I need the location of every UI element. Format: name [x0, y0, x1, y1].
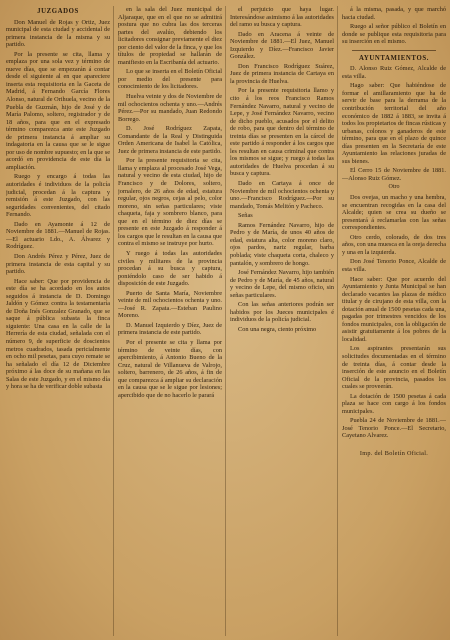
notice-paragraph: á la misma, pasada, y que marchó hacia ciudad. [342, 6, 446, 21]
notice-paragraph: Con las señas anteriores podrán ser habidos por los Jueces municipales é individuos de la policía judicial. [230, 301, 334, 324]
column-4 [342, 6, 446, 636]
column-3 [230, 6, 338, 636]
notice-paragraph: Hace saber: Que por acuerdo del Ayuntamiento y Junta Municipal se han declarado vacantes las plazas de médico titular y de cirujano de esta villa, con la dotación anual de 1500 pesetas cada una, pagadas por trimestres vencidos de los fondos municipales, con la obligación de asistir gratuitamente á los pobres de la localidad. [342, 275, 446, 343]
notice-paragraph: Señas [238, 212, 253, 220]
notice-paragraph: Por la presente se cita, llama y emplaza por una sola vez y término de nueve días, que se empezarán á contar desde el siguiente al en que apareciere inserta esta requisitoria en la Gaceta de Madrid, á Fernando García Flores Alonso, natural de Orihuela, vecino de la Puebla de Guzmán, hijo de José y de María Palomo, soltero, registrador y de 18 años, para que en el expresado término comparezca ante este Juzgado de primera instancia á ampliar su indagatoria en la causa que se le sigue por uso de nombre supuesto; en la que se acordó en providencia de este día la ampliación. [6, 50, 110, 171]
section-heading-juzgados: JUZGADOS [37, 8, 79, 15]
notice-paragraph: Huelva veinte y dos de Noviembre de mil ochocientos ochenta y uno.—Andrés Pérez.—Por su mandado, Juan Redondo Borrego. [118, 93, 222, 123]
notice-paragraph: el perjuicio que haya lugar. Interesándose asimismo á las autoridades del ramo su busca y captura. [230, 6, 334, 29]
notice-paragraph: Ruego y encargo á todas las autoridades é individuos de la policía judicial, procedan á la captura y remisión á este Juzgado, con las seguridades convenientes, del citado Fernando. [6, 173, 110, 219]
column-2 [118, 6, 226, 636]
notice-paragraph: Por la presente requisitoria llamo y cito á los reos Francisco Ramos Fernández Navarro, natural y vecino de Lepe, y José Fernández Navarro, vecino de dicho pueblo, acusados por el delito de robo, para que dentro del término de treinta días se presenten en la cárcel de este partido á responder á los cargos que les resultan en causa criminal que contra los mismos se sigue; y ruego á todas las autoridades de Huelva procedan á su busca y captura. [230, 87, 334, 178]
notice-paragraph: Hago saber: Que habiéndose de formar el amillaramiento que ha de servir de base para la derrama de la contribución territorial del año económico de 1882 á 1883, se invita á todos los propietarios de fincas rústicas y urbanas, colonos y ganaderos de este término, para que en el plazo de quince días presenten en la Secretaría de este Ayuntamiento las relaciones juradas de sus bienes. [342, 82, 446, 165]
notice-paragraph: Lo que se inserta en el Boletín Oficial por medio del presente para conocimiento de los licitadores. [118, 68, 222, 91]
notice-paragraph: D. José Rodríguez Zapata, Comandante de la Real y Distinguida Orden Americana de Isabel la Católica, Juez de primera instancia de este partido. [118, 125, 222, 155]
notice-paragraph: Puebla 24 de Noviembre de 1881.—José Tenorio Ponce.—El Secretario, Cayetano Alvarez. [342, 417, 446, 440]
notice-paragraph: Por el presente se cita y llama por término de veinte días, con apercibimiento, á Antonio Bueno de la Cruz, natural de Villanueva de Valrojo, soltero, barrenero, de 26 años, á fin de que comparezca á ampliar su declaración en la causa que se le sigue por lesiones; apercibido que de no hacerlo le parará [118, 338, 222, 399]
notice-paragraph: José Fernández Navarro, hijo también de Pedro y de María, de 45 años, natural y vecino de Lepe, del mismo oficio, sin señas particulares. [230, 269, 334, 299]
divider-rule [352, 50, 436, 51]
notice-paragraph: Por la presente requisitoria se cita, llama y emplaza al procesado José Vega, natural y vecino de esta ciudad, hijo de Francisco y de Dolores, soltero, jornalero, de 26 años de edad, estatura regular, ojos negros, cejas al pelo, color moreno, sin señas particulares; viste chaqueta, faja y sombrero blanco, para que en el término de diez días se presente en este Juzgado á responder á los cargos que le resultan en la causa que contra el mismo se instruye por hurto. [118, 157, 222, 248]
notice-paragraph: La dotación de 1500 pesetas á cada plaza se hace con cargo á los fondos municipales. [342, 392, 446, 415]
notice-paragraph: Hace saber: Que por providencia de este día se ha acordado en los autos seguidos á instancia de D. Domingo Jaldón y Gómez contra la testamentaría de Doña Inés Gonzalez Granado, que se saque á pública subasta la finca siguiente: Una casa en la calle de la Herrería de esta ciudad, señalada con el número 9, de superficie de doscientos metros cuadrados, tasada pericialmente en ocho mil pesetas, para cuyo remate se ha señalado el día 12 de Diciembre próximo á las doce de su mañana en las Salas de este Juzgado, y en el mismo día y hora se ha de verificar doble subasta [6, 277, 110, 391]
notice-paragraph: Don Manuel de Rojas y Ortiz, Juez municipal de esta ciudad y accidental de primera instancia de la misma y su partido. [6, 18, 110, 49]
notice-paragraph: El Cerro 15 de Noviembre de 1881.—Alonso Ruiz Gómez. [342, 167, 446, 182]
notice-paragraph: Dado en Ayamonte á 12 de Noviembre de 1881.—Manuel de Rojas.—El actuario Ldo., A. Álvarez y Rodríguez. [6, 220, 110, 251]
notice-paragraph: Dado en Aracena á veinte de Noviembre de 1881.—El Juez, Manuel Izquierdo y Díez.—Francisco Javier González. [230, 30, 334, 61]
notice-paragraph: Otro cerdo, colorado, de dos tres años, con una muesca en la oreja derecha y una en la izquierda. [342, 233, 446, 256]
notice-paragraph: Los aspirantes presentarán sus solicitudes documentadas en el término de treinta días, á contar desde la inserción de este anuncio en el Boletín Oficial de la provincia, pasados los cuales se proveerán. [342, 345, 446, 391]
notice-paragraph: D. Alonso Ruiz Gómez, Alcalde de esta villa. [342, 65, 446, 80]
notice-paragraph: Don Francisco Rodríguez Suárez, Juez de primera instancia de Cartaya en la provincia de Huelva. [230, 62, 334, 85]
notice-paragraph: Don José Tenorio Ponce, Alcalde de esta villa. [342, 258, 446, 273]
column-1 [6, 6, 114, 636]
notice-paragraph: Don Andrés Pérez y Pérez, Juez de primera instancia de esta capital y su partido. [6, 252, 110, 276]
columns [6, 6, 446, 636]
notice-paragraph: Y ruego á todas las autoridades civiles y militares de la provincia procedan á su busca y captura, poniéndolo caso de ser habido á disposición de este Juzgado. [118, 249, 222, 288]
subheading-otro: Otro [388, 184, 400, 191]
printer-imprint: Imp. del Boletín Oficial. [359, 449, 429, 457]
section-heading-ayuntamientos: AYUNTAMIENTOS. [358, 54, 430, 62]
notice-paragraph: Dos ovejas, un macho y una hembra, se encuentran recogidas en la casa del Alcalde; quien se crea su dueño se presentará á reclamarlas con las señas correspondientes. [342, 194, 446, 232]
notice-paragraph: Puerto de Santa María, Noviembre veinte de mil ochocientos ochenta y uno.—José R. Zapata.—Esteban Paulino Moreno. [118, 289, 222, 320]
notice-paragraph: Ruego al señor público el Boletín en donde se publique esta requisitoria para su inserción en el mismo. [342, 23, 446, 46]
notice-paragraph: Ramos Fernández Navarro, hijo de Pedro y de María, de unos 40 años de edad, estatura alta, color moreno claro, ojos pardos, nariz regular, barba poblada; viste chaqueta corta, chaleco y pantalón, y sombrero de hongo. [230, 221, 334, 267]
notice-paragraph: en la sala del Juez municipal de Aljaraque, que en el que no se admitirá postura que no cubra las dos terceras partes del avalúo, debiendo los licitadores consignar previamente el diez por ciento del valor de la finca, y que los títulos de propiedad se hallarán de manifiesto en la Escribanía del actuario. [118, 6, 222, 66]
notice-paragraph: D. Manuel Izquierdo y Díez, Juez de primera instancia de este partido. [118, 321, 222, 337]
notice-paragraph: Dado en Cartaya á once de Noviembre de mil ochocientos ochenta y uno.—Francisco Rodríguez.—Por su mandado, Tomás Melitón y Pacheco. [230, 180, 334, 210]
notice-paragraph: Con una negra, ciento próximo [238, 325, 317, 333]
